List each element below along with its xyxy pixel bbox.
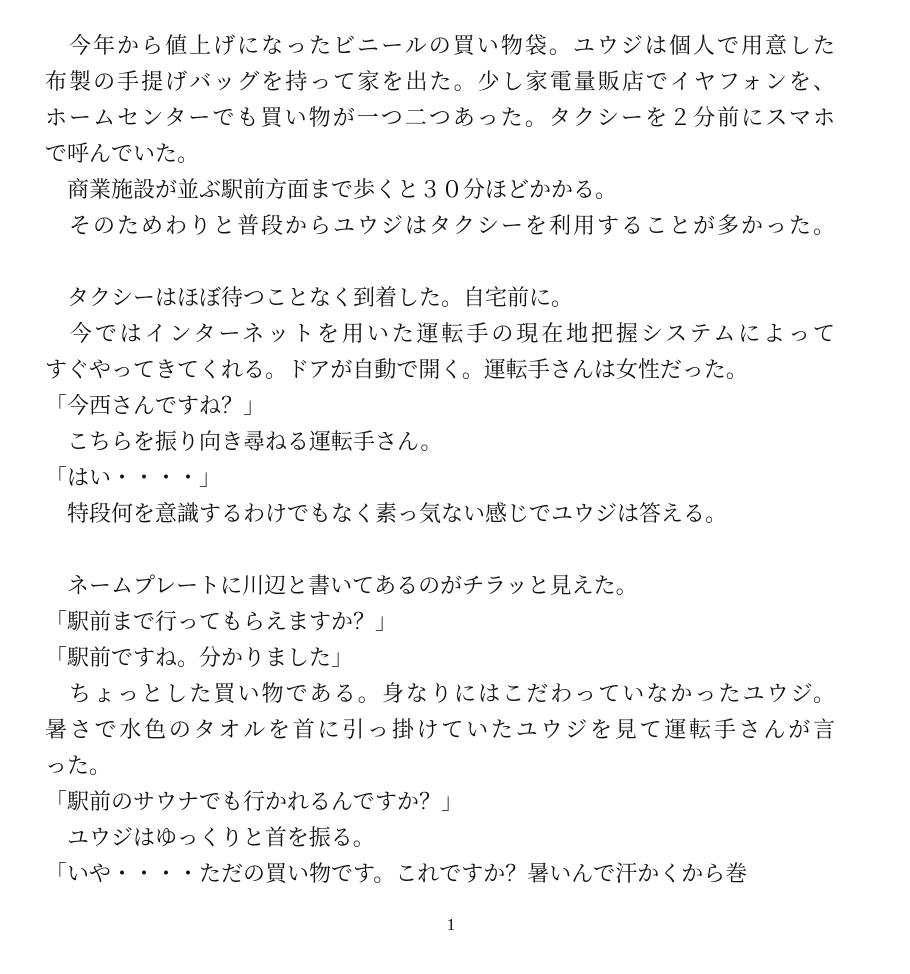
text-line: 「駅前のサウナでも行かれるんですか？」: [45, 790, 464, 815]
text-line: 「今西さんですね？」: [45, 394, 266, 419]
text-line: った。: [45, 754, 112, 779]
text-line: ちょっとした買い物である。身なりにはこだわっていなかったユウジ。: [45, 682, 835, 707]
text-line: 「いや・・・・ただの買い物です。これですか？暑いんで汗かくから巻: [45, 862, 748, 887]
text-line: 「駅前ですね。分かりました」: [45, 646, 354, 671]
text-line: で呼んでいた。: [45, 142, 200, 167]
text-line: ユウジはゆっくりと首を振る。: [45, 826, 375, 851]
text-line: 商業施設が並ぶ駅前方面まで歩くと３０分ほどかかる。: [45, 178, 618, 203]
text-line: 今ではインターネットを用いた運転手の現在地把握システムによって: [45, 322, 835, 347]
text-line: 「はい・・・・」: [45, 466, 222, 491]
text-line: ネームプレートに川辺と書いてあるのがチラッと見えた。: [45, 574, 638, 599]
text-line: こちらを振り向き尋ねる運転手さん。: [45, 430, 443, 455]
text-line: 布製の手提げバッグを持って家を出た。少し家電量販店でイヤフォンを、: [45, 70, 835, 95]
text-line: 今年から値上げになったビニールの買い物袋。ユウジは個人で用意した: [45, 34, 835, 59]
blank-line: [45, 245, 835, 281]
page-number: 1: [446, 915, 456, 934]
text-line: 暑さで水色のタオルを首に引っ掛けていたユウジを見て運転手さんが言: [45, 718, 835, 743]
text-line: そのためわりと普段からユウジはタクシーを利用することが多かった。: [45, 214, 835, 239]
text-line: すぐやってきてくれる。ドアが自動で開く。運転手さんは女性だった。: [45, 358, 748, 383]
blank-line: [45, 533, 835, 569]
document-body: [45, 29, 835, 893]
text-line: ホームセンターでも買い物が一つ二つあった。タクシーを２分前にスマホ: [45, 106, 835, 131]
text-line: 特段何を意識するわけでもなく素っ気ない感じでユウジは答える。: [45, 502, 728, 527]
text-line: 「駅前まで行ってもらえますか？」: [45, 610, 398, 635]
text-line: タクシーはほぼ待つことなく到着した。自宅前に。: [45, 286, 574, 311]
